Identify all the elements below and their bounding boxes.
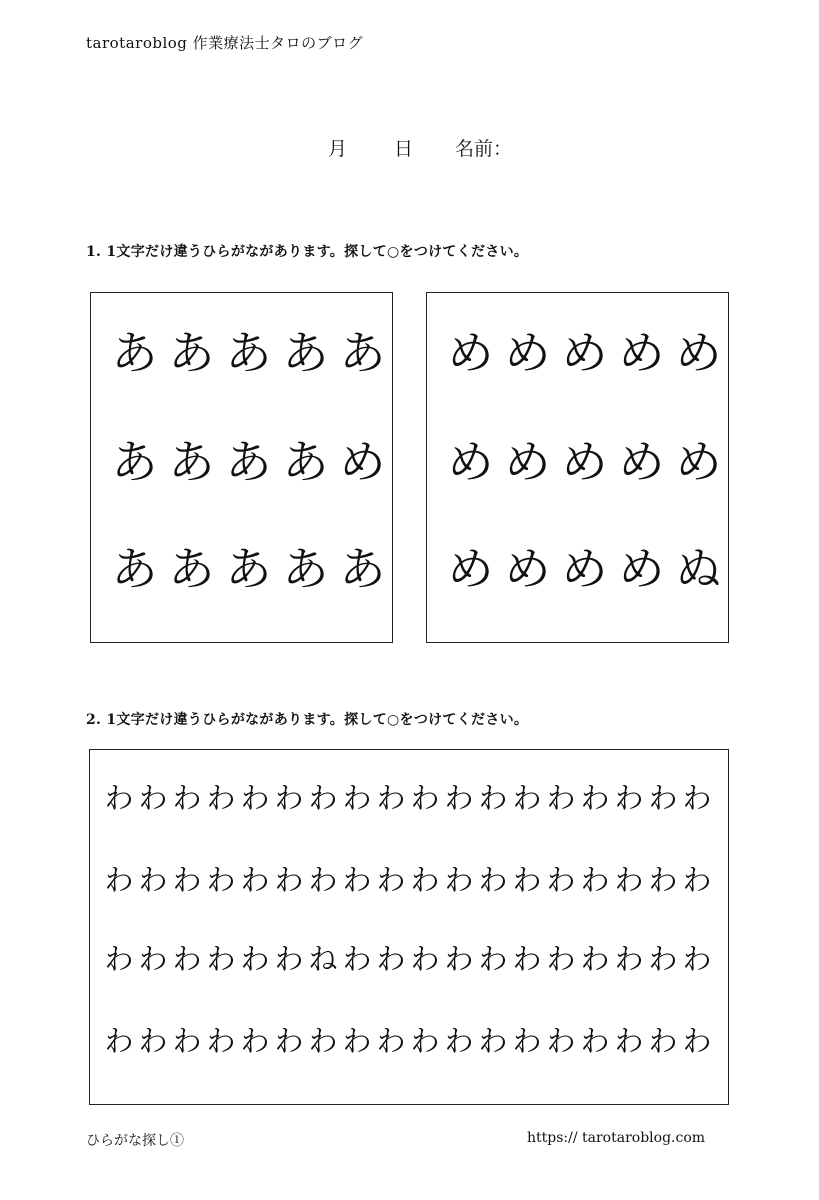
char-cell[interactable]: わ	[240, 863, 270, 897]
char-cell[interactable]: め	[675, 326, 722, 380]
footer-sheet-title: ひらがな探し①	[86, 1133, 184, 1149]
char-cell[interactable]: わ	[444, 942, 474, 976]
char-cell[interactable]: あ	[282, 542, 329, 596]
char-cell[interactable]: わ	[546, 781, 576, 815]
q2-row-4	[102, 1024, 714, 1058]
char-cell[interactable]: わ	[308, 1024, 338, 1058]
char-cell[interactable]: わ	[546, 1024, 576, 1058]
question-2-prompt: 2. 1文字だけ違うひらがながあります。探して○をつけてください。	[86, 712, 529, 728]
char-cell[interactable]: わ	[104, 1024, 134, 1058]
char-cell[interactable]: め	[504, 542, 551, 596]
char-cell[interactable]: わ	[206, 1024, 236, 1058]
char-cell[interactable]: ぬ	[675, 542, 722, 596]
char-cell[interactable]: わ	[240, 1024, 270, 1058]
char-cell[interactable]: わ	[512, 1024, 542, 1058]
char-cell[interactable]: わ	[206, 781, 236, 815]
char-cell[interactable]: あ	[168, 326, 215, 380]
char-cell[interactable]: わ	[648, 942, 678, 976]
q1-left-row-2	[106, 435, 391, 489]
char-cell[interactable]: わ	[308, 781, 338, 815]
q1-left-row-1	[106, 326, 391, 380]
char-cell[interactable]: わ	[308, 863, 338, 897]
q1-right-grid	[426, 292, 729, 643]
char-cell[interactable]: わ	[648, 781, 678, 815]
char-cell[interactable]: わ	[682, 1024, 712, 1058]
char-cell[interactable]: わ	[342, 781, 372, 815]
char-cell[interactable]: わ	[478, 863, 508, 897]
char-cell[interactable]: あ	[282, 326, 329, 380]
char-cell[interactable]: わ	[376, 942, 406, 976]
q1-right-row-2	[442, 435, 727, 489]
char-cell[interactable]: め	[447, 542, 494, 596]
question-1-prompt: 1. 1文字だけ違うひらがながあります。探して○をつけてください。	[86, 244, 529, 260]
char-cell[interactable]: わ	[274, 942, 304, 976]
char-cell[interactable]: わ	[342, 1024, 372, 1058]
char-cell[interactable]: わ	[478, 942, 508, 976]
q1-right-row-3	[442, 542, 727, 596]
char-cell[interactable]: わ	[138, 942, 168, 976]
char-cell[interactable]: わ	[444, 781, 474, 815]
char-cell[interactable]: め	[561, 326, 608, 380]
char-cell[interactable]: あ	[225, 326, 272, 380]
char-cell[interactable]: わ	[376, 863, 406, 897]
char-cell[interactable]: わ	[444, 863, 474, 897]
char-cell[interactable]: わ	[172, 1024, 202, 1058]
char-cell[interactable]: め	[504, 326, 551, 380]
char-cell[interactable]: わ	[614, 1024, 644, 1058]
char-cell[interactable]: め	[618, 435, 665, 489]
char-cell[interactable]: わ	[410, 781, 440, 815]
char-cell[interactable]: わ	[342, 863, 372, 897]
char-cell[interactable]: わ	[580, 781, 610, 815]
char-cell[interactable]: わ	[376, 1024, 406, 1058]
char-cell[interactable]: わ	[410, 942, 440, 976]
char-cell[interactable]: め	[447, 326, 494, 380]
char-cell[interactable]: わ	[138, 781, 168, 815]
char-cell[interactable]: あ	[168, 542, 215, 596]
char-cell[interactable]: わ	[172, 863, 202, 897]
char-cell[interactable]: あ	[111, 542, 158, 596]
char-cell[interactable]: わ	[376, 781, 406, 815]
day-label: 日	[394, 138, 414, 160]
char-cell[interactable]: わ	[104, 781, 134, 815]
blog-header: tarotaroblog 作業療法士タロのブログ	[86, 34, 364, 52]
char-cell[interactable]: わ	[580, 863, 610, 897]
char-cell[interactable]: わ	[410, 1024, 440, 1058]
q2-row-1	[102, 781, 714, 815]
char-cell[interactable]: わ	[682, 942, 712, 976]
char-cell[interactable]: わ	[478, 781, 508, 815]
char-cell[interactable]: め	[618, 542, 665, 596]
char-cell[interactable]: わ	[206, 863, 236, 897]
char-cell[interactable]: わ	[138, 1024, 168, 1058]
char-cell[interactable]: わ	[342, 942, 372, 976]
char-cell[interactable]: あ	[339, 542, 386, 596]
char-cell[interactable]: わ	[614, 781, 644, 815]
char-cell[interactable]: あ	[111, 435, 158, 489]
q1-left-row-3	[106, 542, 391, 596]
char-cell[interactable]: わ	[104, 863, 134, 897]
char-cell[interactable]: わ	[240, 781, 270, 815]
char-cell[interactable]: め	[339, 435, 386, 489]
char-cell[interactable]: わ	[648, 1024, 678, 1058]
char-cell[interactable]: あ	[168, 435, 215, 489]
char-cell[interactable]: め	[561, 542, 608, 596]
char-cell[interactable]: わ	[580, 1024, 610, 1058]
char-cell[interactable]: わ	[274, 781, 304, 815]
char-cell[interactable]: わ	[580, 942, 610, 976]
char-cell[interactable]: あ	[111, 326, 158, 380]
char-cell[interactable]: あ	[339, 326, 386, 380]
char-cell[interactable]: わ	[410, 863, 440, 897]
char-cell[interactable]: あ	[282, 435, 329, 489]
char-cell[interactable]: あ	[225, 542, 272, 596]
month-label: 月	[328, 138, 348, 160]
char-cell[interactable]: わ	[172, 781, 202, 815]
char-cell[interactable]: わ	[546, 942, 576, 976]
q1-left-grid	[90, 292, 393, 643]
char-cell[interactable]: わ	[444, 1024, 474, 1058]
char-cell[interactable]: わ	[240, 942, 270, 976]
char-cell[interactable]: わ	[682, 781, 712, 815]
footer-url: https:// tarotaroblog.com	[527, 1130, 706, 1146]
char-cell[interactable]: わ	[512, 863, 542, 897]
char-cell[interactable]: わ	[682, 863, 712, 897]
char-cell[interactable]: め	[504, 435, 551, 489]
char-cell[interactable]: わ	[478, 1024, 508, 1058]
q1-right-row-1	[442, 326, 727, 380]
char-cell[interactable]: わ	[172, 942, 202, 976]
char-cell[interactable]: わ	[206, 942, 236, 976]
char-cell[interactable]: わ	[104, 942, 134, 976]
char-cell[interactable]: わ	[546, 863, 576, 897]
q2-row-3	[102, 942, 714, 976]
char-cell[interactable]: め	[618, 326, 665, 380]
char-cell[interactable]: め	[675, 435, 722, 489]
char-cell[interactable]: わ	[138, 863, 168, 897]
char-cell[interactable]: わ	[274, 863, 304, 897]
char-cell[interactable]: ね	[308, 942, 338, 976]
char-cell[interactable]: わ	[274, 1024, 304, 1058]
char-cell[interactable]: わ	[614, 863, 644, 897]
q2-row-2	[102, 863, 714, 897]
char-cell[interactable]: あ	[225, 435, 272, 489]
char-cell[interactable]: め	[561, 435, 608, 489]
char-cell[interactable]: め	[447, 435, 494, 489]
char-cell[interactable]: わ	[614, 942, 644, 976]
char-cell[interactable]: わ	[648, 863, 678, 897]
name-label: 名前：	[455, 138, 513, 160]
q2-grid	[89, 749, 729, 1105]
char-cell[interactable]: わ	[512, 781, 542, 815]
char-cell[interactable]: わ	[512, 942, 542, 976]
